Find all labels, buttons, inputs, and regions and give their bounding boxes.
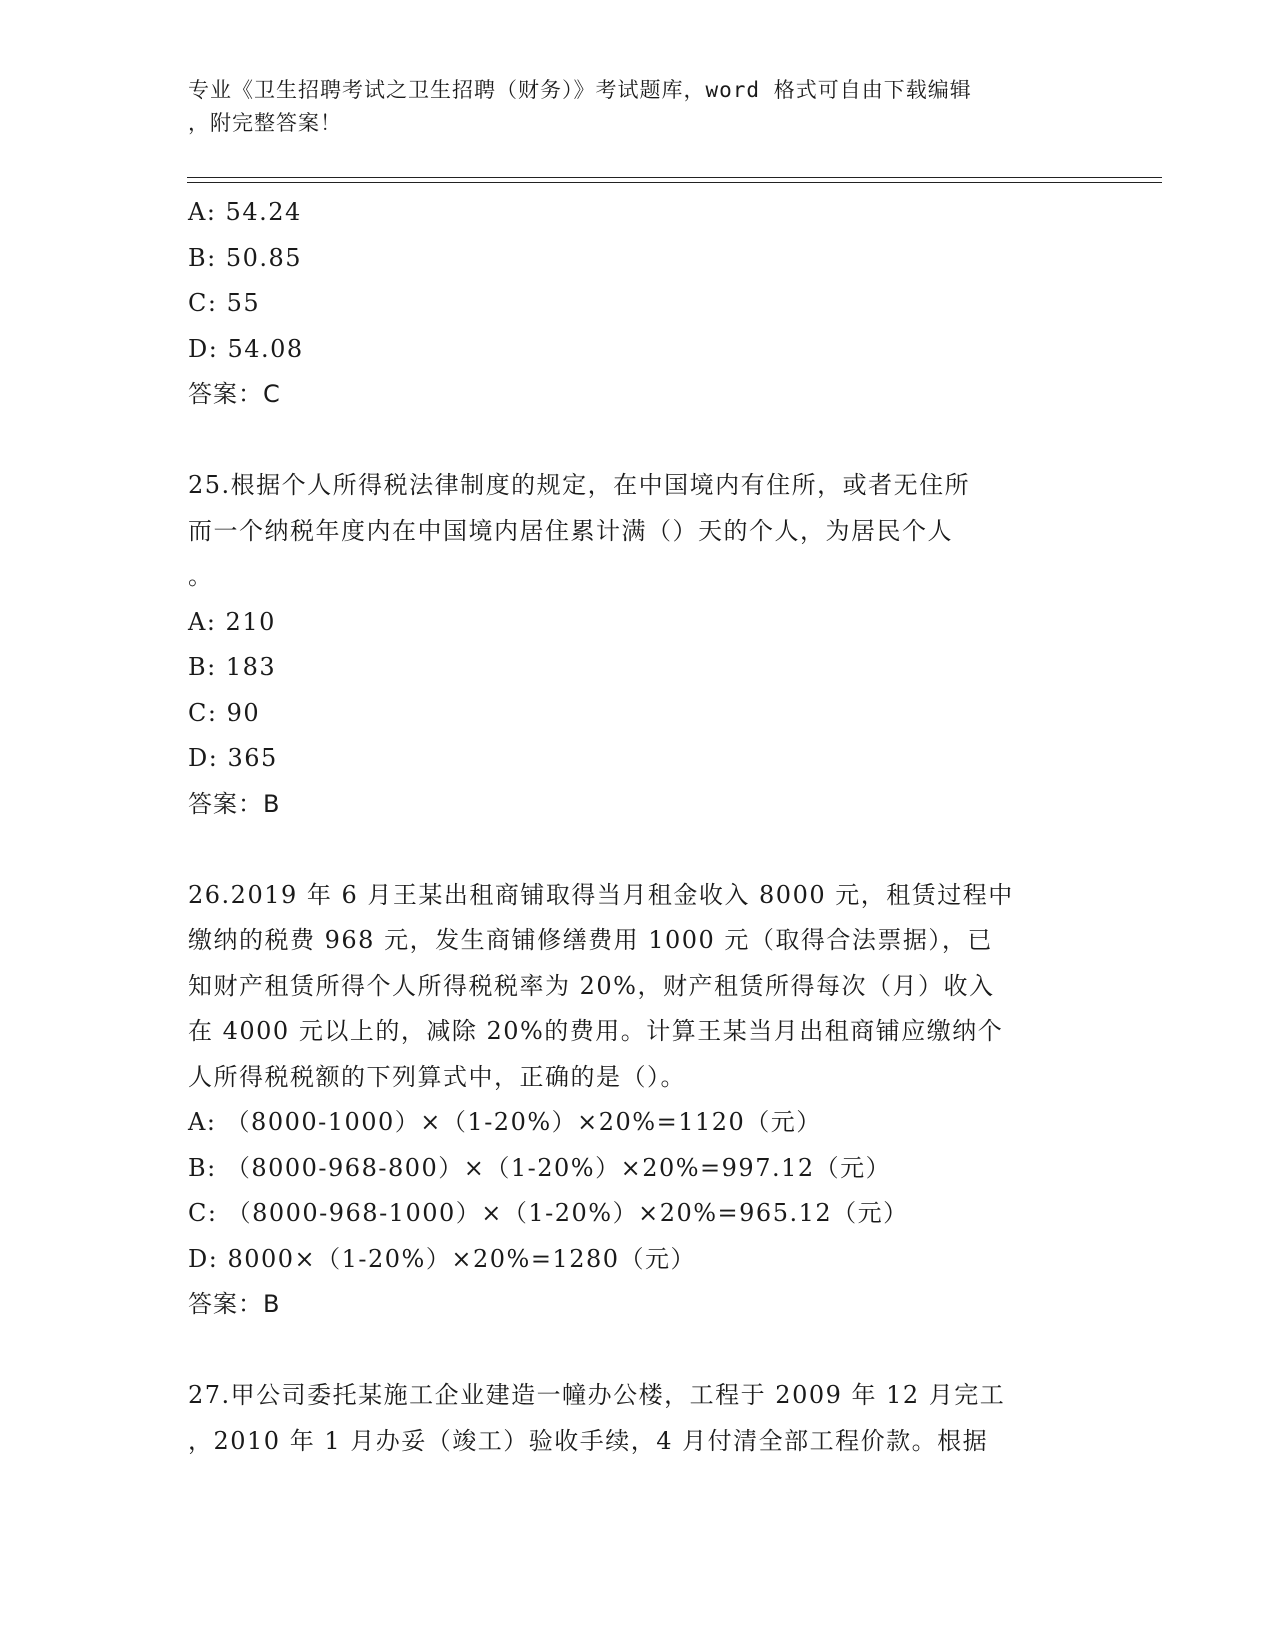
option-a: A: （8000-1000）×（1-20%）×20%=1120（元） [188, 1108, 822, 1136]
question-text-line: ，2010 年 1 月办妥（竣工）验收手续，4 月付清全部工程价款。根据 [188, 1426, 989, 1455]
question-25 [188, 463, 1088, 827]
question-26 [188, 873, 1088, 1328]
question-24-tail [188, 190, 1088, 418]
option-d: D: 54.08 [188, 334, 304, 363]
question-text-line: 人所得税税额的下列算式中，正确的是（）。 [188, 1062, 686, 1091]
question-text-line: 26.2019 年 6 月王某出租商铺取得当月租金收入 8000 元，租赁过程中 [188, 880, 1014, 909]
option-a: A: 54.24 [188, 198, 302, 226]
option-c: C: 55 [188, 289, 261, 317]
answer-line: 答案：B [188, 1290, 281, 1318]
question-text-line: 而一个纳税年度内在中国境内居住累计满（）天的个人，为居民个人 [188, 516, 953, 545]
option-d: D: 8000×（1-20%）×20%=1280（元） [188, 1244, 697, 1273]
question-text-line: 知财产租赁所得个人所得税税率为 20%，财产租赁所得每次（月）收入 [188, 971, 995, 1000]
question-text-line: 25.根据个人所得税法律制度的规定，在中国境内有住所，或者无住所 [188, 471, 971, 499]
option-a: A: 210 [188, 607, 276, 636]
document-header [188, 74, 1088, 140]
spacer [188, 827, 1088, 873]
option-c: C: （8000-968-1000）×（1-20%）×20%=965.12（元） [188, 1199, 909, 1227]
header-divider-bottom [187, 182, 1162, 183]
option-c: C: 90 [188, 698, 261, 727]
question-text-line: 。 [188, 562, 214, 590]
answer-line: 答案：C [188, 380, 281, 408]
header-divider-top [187, 177, 1162, 178]
question-text-line: 27.甲公司委托某施工企业建造一幢办公楼，工程于 2009 年 12 月完工 [188, 1381, 1006, 1409]
question-text-line: 在 4000 元以上的，减除 20%的费用。计算王某当月出租商铺应缴纳个 [188, 1017, 1004, 1045]
spacer [188, 418, 1088, 464]
question-27 [188, 1373, 1088, 1464]
question-text-line: 缴纳的税费 968 元，发生商铺修缮费用 1000 元（取得合法票据），已 [188, 926, 993, 954]
option-b: B: 183 [188, 653, 277, 681]
header-line-1: 专业《卫生招聘考试之卫生招聘（财务）》考试题库，word 格式可自由下载编辑 [188, 78, 972, 102]
option-b: B: （8000-968-800）×（1-20%）×20%=997.12（元） [188, 1153, 892, 1182]
option-d: D: 365 [188, 744, 278, 772]
answer-line: 答案：B [188, 789, 281, 818]
spacer [188, 1328, 1088, 1374]
option-b: B: 50.85 [188, 243, 303, 272]
document-body [188, 190, 1088, 1464]
header-line-2: ，附完整答案！ [188, 111, 342, 135]
